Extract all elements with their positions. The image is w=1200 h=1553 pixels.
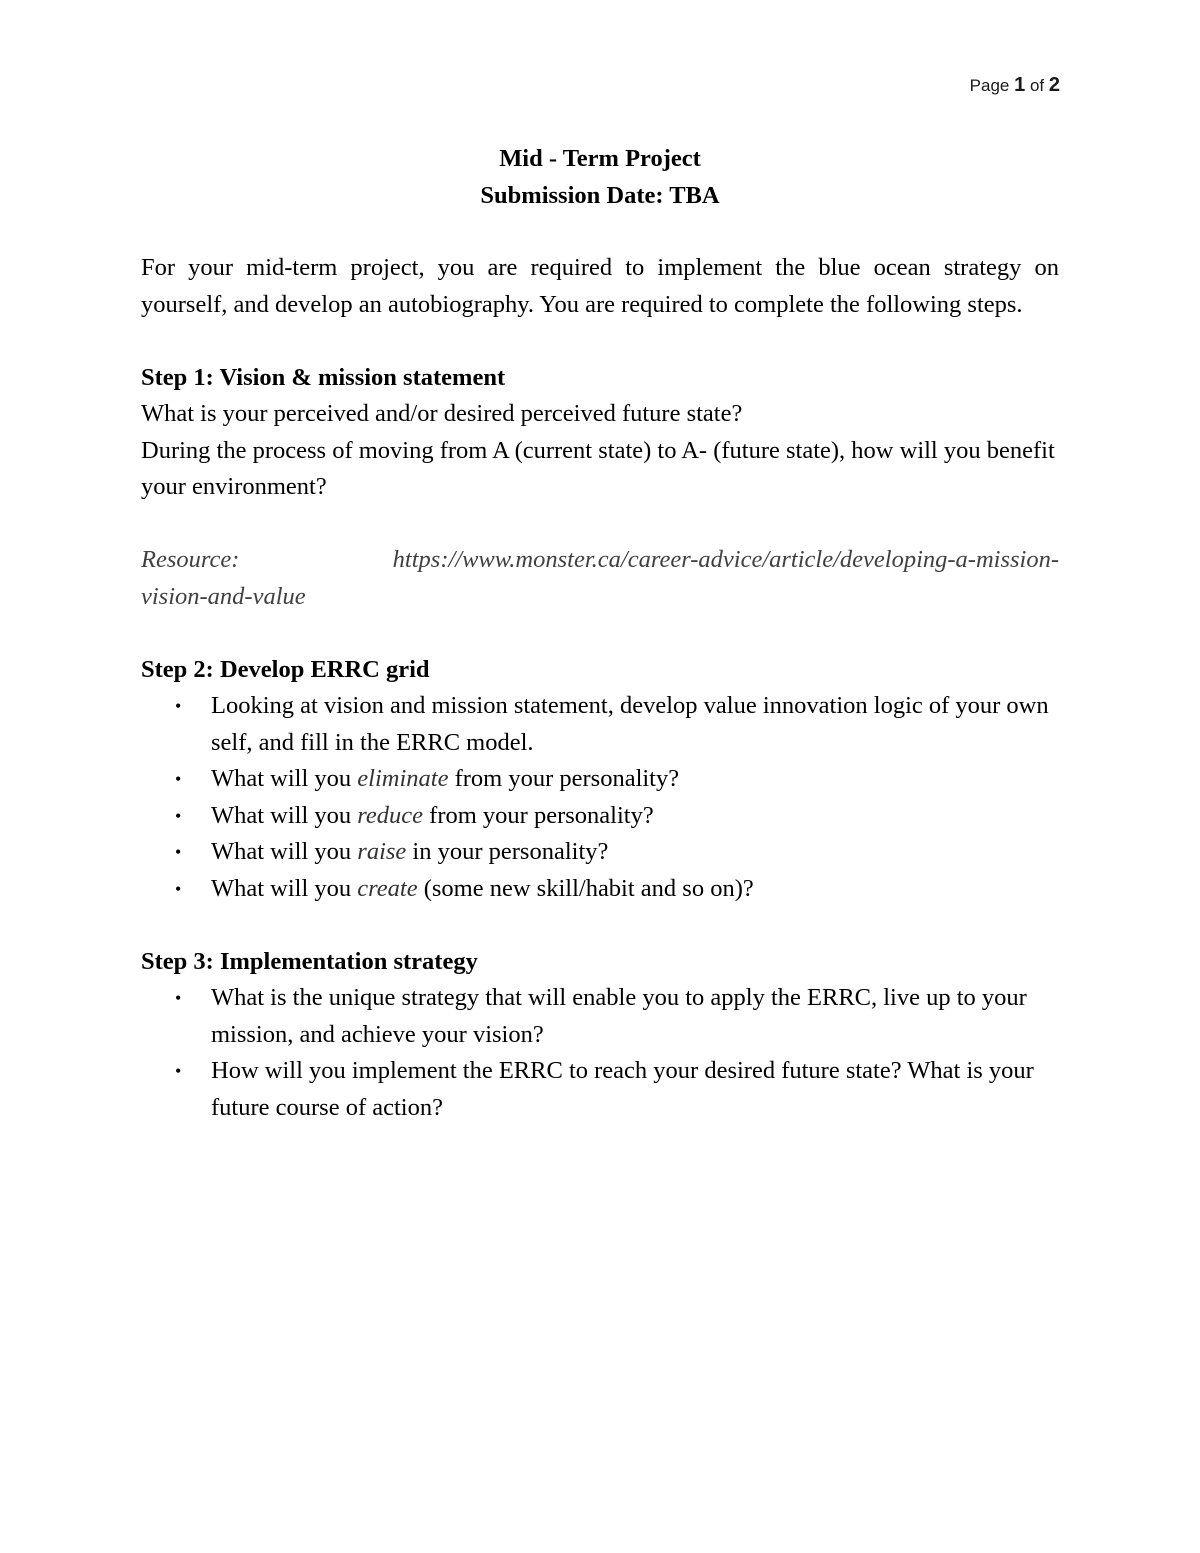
resource-label: Resource: <box>141 546 240 573</box>
page-current: 1 <box>1014 74 1026 96</box>
step-1-section <box>141 360 1059 616</box>
page-prefix: Page <box>969 76 1010 95</box>
step-3-heading: Step 3: Implementation strategy <box>141 947 478 975</box>
step-1-question-2: During the process of moving from A (current state) to A- (future state), how will you benefit your environment? <box>141 436 1055 500</box>
bullet-icon: • <box>175 805 182 826</box>
list-item: • What will you raise in your personality? <box>141 834 1059 871</box>
step-2-bullet-list <box>141 688 1059 907</box>
title-block <box>141 140 1059 214</box>
submission-date: Submission Date: TBA <box>480 182 720 209</box>
bullet-icon: • <box>175 878 182 899</box>
page-total: 2 <box>1048 74 1060 96</box>
bullet-icon: • <box>175 769 182 789</box>
list-item: • How will you implement the ERRC to reach your desired future state? What is your future course of action? <box>141 1053 1059 1126</box>
step-3-bullet-list <box>141 980 1059 1126</box>
list-item: • What is the unique strategy that will enable you to apply the ERRC, live up to your mission, and achieve your vision? <box>141 980 1059 1053</box>
resource-url-part-2[interactable]: vision-and-value <box>141 582 306 610</box>
step-2-heading: Step 2: Develop ERRC grid <box>141 655 430 683</box>
list-item: • What will you create (some new skill/habit and so on)? <box>141 871 1059 908</box>
bullet-icon: • <box>175 1061 182 1081</box>
intro-paragraph: For your mid-term project, you are required to implement the blue ocean strategy on yourself, and develop an autobiography. You are required to complete the following steps. <box>141 254 1059 318</box>
resource-url-part-1[interactable]: https://www.monster.ca/career-advice/article/developing-a-mission- <box>392 546 1059 573</box>
step-1-question-1: What is your perceived and/or desired perceived future state? <box>141 400 743 427</box>
step-3-section <box>141 944 1059 1127</box>
page-number <box>970 74 1060 97</box>
step-2-section <box>141 652 1059 908</box>
list-item: • What will you eliminate from your personality? <box>141 761 1059 798</box>
step-1-heading: Step 1: Vision & mission statement <box>141 363 506 391</box>
list-item: • Looking at vision and mission statement, develop value innovation logic of your own self, and fill in the ERRC model. <box>141 688 1059 761</box>
list-item: • What will you reduce from your personality? <box>141 798 1059 835</box>
bullet-icon: • <box>175 842 182 862</box>
document-title: Mid - Term Project <box>499 145 701 172</box>
bullet-icon: • <box>175 988 182 1008</box>
page-of: of <box>1029 76 1045 95</box>
bullet-icon: • <box>175 696 182 716</box>
resource-link[interactable] <box>141 542 1059 615</box>
document-body <box>141 140 1059 1163</box>
